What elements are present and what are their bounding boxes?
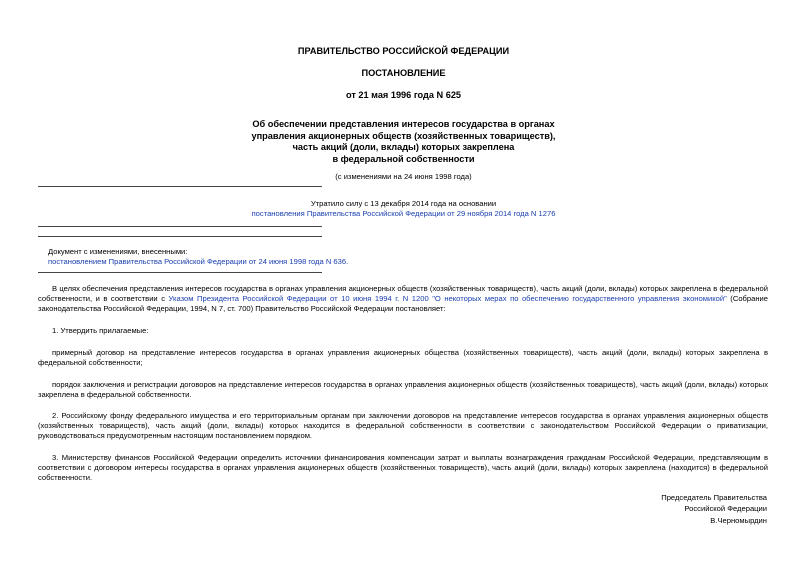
lapsed-notice: [0, 199, 807, 219]
title-line: Об обеспечении представления интересов государства в органах: [252, 119, 555, 129]
divider: [38, 272, 322, 273]
document-title: [0, 119, 807, 165]
paragraph-item-2: 2. Российскому фонду федерального имущества и его территориальным органам при заключении договоров на представление интересов государства в органах управления акционерных обществ (хозяйственных товариществ), часть акций (доли, вклады) которых находится в федеральной собственности в соответствии с законодательством Российской Федерации о приватизации, руководствоваться предусмотренным настоящим постановлением порядком.: [38, 411, 768, 441]
changes-intro: Документ с изменениями, внесенными:: [48, 247, 188, 256]
title-line: в федеральной собственности: [332, 153, 475, 164]
divider: [38, 226, 322, 227]
title-line: управления акционерных обществ (хозяйственных товариществ),: [251, 130, 556, 141]
title-line: часть акций (доли, вклады) которых закреплена: [292, 142, 515, 152]
decree-link[interactable]: Указом Президента Российской Федерации от 10 июня 1994 г. N 1200 "О некоторых мерах по обеспечению государственного управления экономикой": [168, 294, 727, 304]
paragraph-text: В целях обеспечения представления интересов государства в органах управления акционерных обществ (хозяйственных товариществ), часть акций (доли, вклады) которых закреплена в федеральной собственности, и в соответствии с: [38, 284, 768, 304]
signature-name: В.Черномырдин: [710, 515, 767, 525]
lapsed-text: Утратило силу с 13 декабря 2014 года на основании: [310, 199, 497, 208]
document-type: ПОСТАНОВЛЕНИЕ: [361, 68, 446, 78]
signature-line: Председатель Правительства: [661, 493, 767, 502]
paragraph-item-1: 1. Утвердить прилагаемые:: [52, 326, 149, 335]
changes-block: [48, 247, 348, 267]
changes-link[interactable]: постановлением Правительства Российской Федерации от 24 июня 1998 года N 636.: [48, 257, 349, 267]
lapsed-link[interactable]: постановления Правительства Российской Федерации от 29 ноября 2014 года N 1276: [251, 209, 556, 219]
paragraph-preamble: [38, 284, 768, 314]
signature-block: [661, 492, 767, 526]
paragraph-item-3: 3. Министерству финансов Российской Федерации определить источники финансирования компенсации затрат и выплаты вознаграждения гражданам Российской Федерации, представляющим в соответствии с договором интересы государства в органах управления акционерных обществ (хозяйственных товариществ), часть акций (доли, вклады) которых закреплена (находится) в федеральной собственности.: [38, 453, 768, 483]
amendment-note: (с изменениями на 24 июня 1998 года): [335, 172, 472, 181]
divider: [38, 236, 322, 237]
paragraph-item-1b: порядок заключения и регистрации договоров на представление интересов государства в органах управления акционерных обществ (хозяйственных товариществ), часть акций (доли, вклады) которых закреплена в федеральной собственности.: [38, 380, 768, 400]
paragraph-text: (Собрание законодательства Российской Федерации, 1994, N 7, ст. 700) Правительство Российской Федерации постановляет:: [38, 294, 768, 314]
divider: [38, 186, 322, 187]
paragraph-item-1a: примерный договор на представление интересов государства в органах управления акционерных общества (хозяйственных товариществ), часть акций (доли, вклады) которых закреплена в федеральной собственности;: [38, 348, 768, 368]
document-date-number: от 21 мая 1996 года N 625: [345, 90, 462, 100]
signature-line: Российской Федерации: [684, 504, 767, 514]
government-heading: ПРАВИТЕЛЬСТВО РОССИЙСКОЙ ФЕДЕРАЦИИ: [297, 46, 510, 56]
